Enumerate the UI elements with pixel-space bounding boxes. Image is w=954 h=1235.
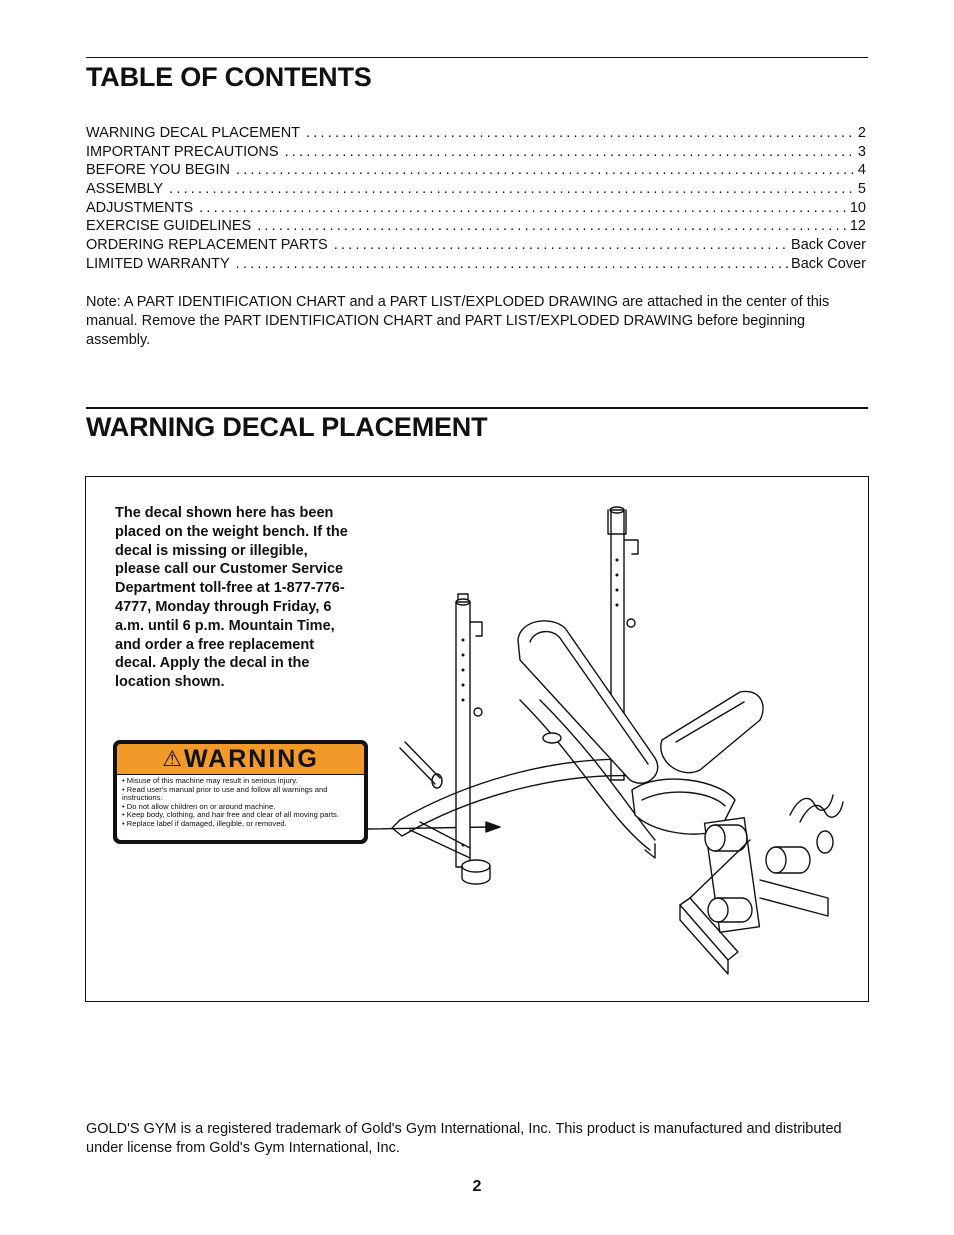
toc-entry-page: 12 <box>849 218 866 235</box>
warning-decal-item: • Do not allow children on or around machine. <box>122 803 360 812</box>
toc-entry-page: 2 <box>857 125 866 141</box>
decal-instructions: The decal shown here has been placed on the weight bench. If the decal is missing or illegible, please call our Customer Service Department toll-free at 1-877-776-4777, Monday through Friday, 6 a.m. until 6 p.m. Mountain Time, and order a free replacement decal. Apply the decal in the location shown. <box>115 505 348 691</box>
toc-entry-page: 5 <box>857 181 866 198</box>
backrest-pad <box>518 621 658 783</box>
toc-entry-page: 3 <box>857 143 866 160</box>
warning-section-title: WARNING DECAL PLACEMENT <box>86 412 488 442</box>
leg-rest-pad <box>661 691 763 772</box>
toc-entry-page: Back Cover <box>791 255 866 272</box>
warning-decal-item: • Misuse of this machine may result in serious injury. <box>122 777 360 786</box>
warning-triangle-icon: ⚠ <box>162 746 182 771</box>
trademark-notice: GOLD'S GYM is a registered trademark of Gold's Gym International, Inc. This product is manufactured and distributed under license from Gold's Gym International, Inc. <box>86 1121 842 1156</box>
toc-entry-page: 10 <box>849 199 866 216</box>
toc-entry-label: ASSEMBLY <box>86 181 164 198</box>
warning-decal-item: • Replace label if damaged, illegible, or removed. <box>122 820 360 829</box>
pointer-arrow <box>368 822 500 832</box>
warning-decal-item: • Keep body, clothing, and hair free and clear of all moving parts. <box>122 811 360 820</box>
left-upright <box>456 594 490 884</box>
toc-entry-label: WARNING DECAL PLACEMENT <box>86 125 301 141</box>
toc-entry-label: BEFORE YOU BEGIN <box>86 162 230 179</box>
toc-entry-label: IMPORTANT PRECAUTIONS <box>86 143 279 160</box>
toc-entry-label: ADJUSTMENTS <box>86 199 194 216</box>
toc-entry-page: 4 <box>857 162 866 179</box>
toc-note: Note: A PART IDENTIFICATION CHART and a PART LIST/EXPLODED DRAWING are attached in the center of this manual. Remove the PART IDENTIFICATION CHART and PART LIST/EXPLODED DRAWING before beginning assembly. <box>86 294 830 348</box>
page-number: 2 <box>472 1178 482 1195</box>
toc-entry-label: ORDERING REPLACEMENT PARTS <box>86 237 328 254</box>
toc-entry-page: Back Cover <box>791 237 866 254</box>
warning-decal-heading: WARNING <box>183 744 319 773</box>
toc-title: TABLE OF CONTENTS <box>86 62 372 92</box>
toc-entry-label: LIMITED WARRANTY <box>86 255 230 272</box>
warning-decal-item: • Read user's manual prior to use and follow all warnings and instructions. <box>122 786 360 803</box>
toc-entry-label: EXERCISE GUIDELINES <box>86 218 252 235</box>
